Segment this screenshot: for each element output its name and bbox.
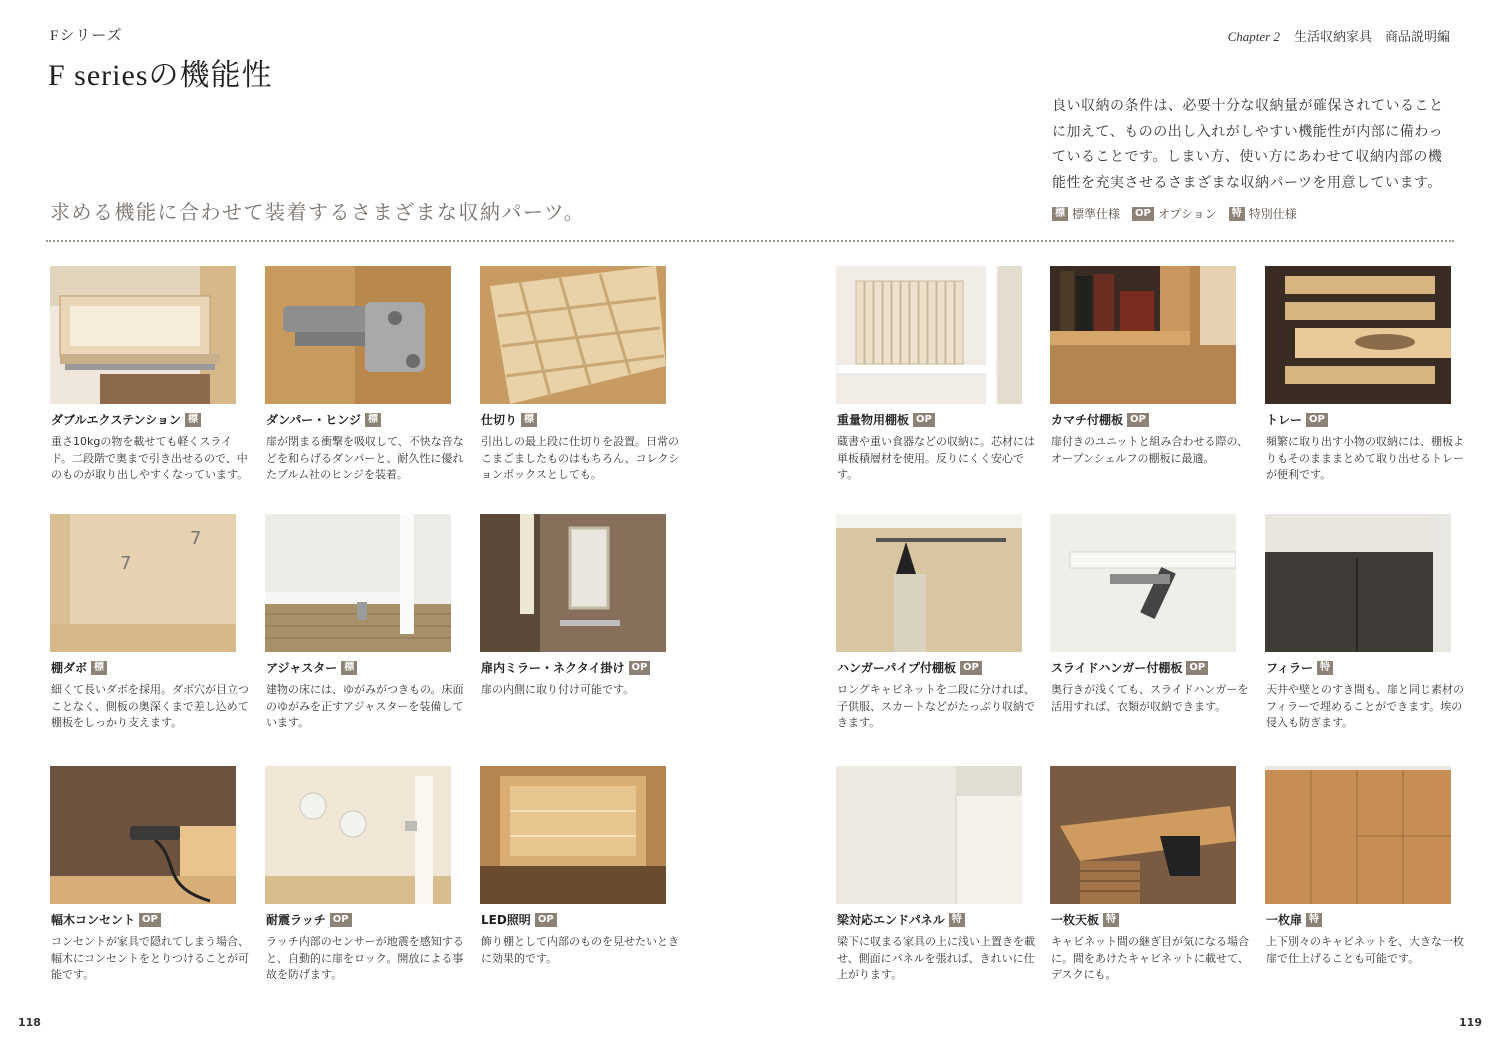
legend-label: 標準仕様 [1072,207,1121,221]
feature-description: 頻繁に取り出す小物の収納には、棚板よりもそのまままとめて取り出せるトレーが便利です。 [1266,435,1464,481]
feature-title-text: フィラー [1266,661,1314,675]
chapter-number: Chapter 2 [1227,29,1280,44]
feature-description: 天井や壁とのすき間も、扉と同じ素材のフィラーで埋めることができます。埃の侵入も防ぎます。 [1266,683,1464,729]
feature-title-text: カマチ付棚板 [1051,413,1124,427]
feature-description: 梁下に収まる家具の上に浅い上置きを載せ、側面にパネルを張れば、きれいに仕上がります。 [837,935,1035,981]
feature-title [51,911,161,928]
feature-photo [50,266,236,404]
feature-title-text: アジャスター [266,661,338,675]
spec-badge: OP [1127,413,1149,427]
feature-description: ラッチ内部のセンサーが地震を感知すると、自動的に扉をロック。開放による事故を防げます。 [266,935,464,981]
spec-badge: OP [1186,661,1208,675]
feature-description: 扉付きのユニットと組み合わせる際の、オープンシェルフの棚板に最適。 [1051,435,1249,465]
spec-badge: 特 [949,913,965,927]
feature-title-text: 棚ダボ [51,661,88,675]
intro-paragraph: 良い収納の条件は、必要十分な収納量が確保されていることに加えて、ものの出し入れがしやすい機能性が内部に備わっていることです。しまい方、使い方にあわせて収納内部の機能性を充実させるさまざまな収納パーツを用意しています。 [1052,99,1444,191]
spec-badge: 標 [91,661,107,675]
feature-title [1266,911,1322,928]
spec-badge: OP [960,661,982,675]
feature-photo [1265,266,1451,404]
feature-description: 飾り棚として内部のものを見せたいときに効果的です。 [481,935,679,965]
legend-standard [1052,205,1120,222]
spec-badge: 標 [521,413,537,427]
feature-photo [1050,266,1236,404]
feature-photo [1050,514,1236,652]
feature-description: 奥行きが浅くても、スライドハンガーを活用すれば、衣類が収納できます。 [1051,683,1249,713]
feature-description: キャビネット間の継ぎ目が気になる場合に。間をあけたキャビネットに載せて、デスクにも。 [1051,935,1249,981]
feature-title-text: スライドハンガー付棚板 [1051,661,1183,675]
spec-badge: 標 [185,413,201,427]
dotted-divider [46,240,1454,242]
feature-title [51,659,107,676]
feature-title [1051,911,1119,928]
feature-description: 重さ10kgの物を載せても軽くスライド。二段階で奥まで引き出せるので、中のものが取り出しやすくなっています。 [51,435,249,481]
feature-title-text: 一枚扉 [1266,913,1303,927]
feature-title [266,411,381,428]
feature-description: 上下別々のキャビネットを、大きな一枚扉で仕上げることも可能です。 [1266,935,1464,965]
spec-badge: OP [913,413,935,427]
feature-title [481,911,557,928]
spec-badge: OP [629,661,651,675]
feature-photo [836,766,1022,904]
chapter-header [1228,26,1450,45]
feature-title-text: 扉内ミラー・ネクタイ掛け [481,661,625,675]
feature-photo [50,514,236,652]
legend-badge: OP [1132,207,1154,221]
feature-photo [836,266,1022,404]
feature-photo [1265,766,1451,904]
feature-title-text: 梁対応エンドパネル [837,913,945,927]
feature-photo [265,766,451,904]
spec-badge: 特 [1306,913,1322,927]
feature-title [266,659,357,676]
svg-text:7: 7 [190,528,202,549]
feature-description: 扉の内側に取り付け可能です。 [481,683,635,696]
section-subheading: 求める機能に合わせて装着するさまざまな収納パーツ。 [50,202,586,224]
feature-title-text: 仕切り [481,413,518,427]
feature-photo [480,766,666,904]
legend-badge: 標 [1052,207,1068,221]
page-number-right: 119 [1459,1016,1482,1029]
legend-special [1229,205,1297,222]
feature-title-text: 重量物用棚板 [837,413,910,427]
legend-label: 特別仕様 [1248,207,1297,221]
feature-title [1051,659,1208,676]
spec-badge: OP [535,913,557,927]
series-label: Fシリーズ [50,28,123,44]
feature-title [837,659,982,676]
spec-badge: OP [1306,413,1328,427]
feature-title [837,411,935,428]
spec-badge: OP [330,913,352,927]
feature-description: 引出しの最上段に仕切りを設置。日常のこまごましたものはもちろん、コレクションボックスとしても。 [481,435,680,481]
feature-description: 蔵書や重い食器などの収納に。芯材には単板積層材を使用。反りにくく安心です。 [837,435,1035,481]
feature-title-text: トレー [1266,413,1303,427]
spec-legend [1052,205,1297,222]
feature-title-text: 耐震ラッチ [266,913,326,927]
page-title: F seriesの機能性 [48,59,273,92]
spec-badge: 特 [1317,661,1333,675]
feature-title-text: 幅木コンセント [51,913,136,927]
feature-photo [480,514,666,652]
feature-title [1266,659,1333,676]
feature-title [51,411,201,428]
feature-title [837,911,965,928]
feature-title [481,411,537,428]
feature-description: 細くて長いダボを採用。ダボ穴が目立つことなく、側板の奥深くまで差し込めて棚板をしっかり支えます。 [51,683,249,729]
spec-badge: 標 [341,661,357,675]
feature-title-text: ハンガーパイプ付棚板 [837,661,957,675]
svg-text:7: 7 [120,553,132,574]
feature-title [481,659,650,676]
feature-title-text: LED照明 [481,913,531,927]
legend-option [1132,205,1217,222]
feature-title [1051,411,1149,428]
feature-photo [50,766,236,904]
legend-label: オプション [1157,207,1217,221]
feature-photo [1050,766,1236,904]
feature-description: 建物の床には、ゆがみがつきもの。床面のゆがみを正すアジャスターを装備しています。 [266,683,464,729]
feature-title-text: 一枚天板 [1051,913,1100,927]
feature-title-text: ダンパー・ヒンジ [266,413,361,427]
feature-title [266,911,352,928]
feature-description: ロングキャビネットを二段に分ければ、子供服、スカートなどがたっぷり収納できます。 [837,683,1035,729]
feature-title-text: ダブルエクステンション [51,413,182,427]
feature-title [1266,411,1328,428]
feature-photo [836,514,1022,652]
feature-photo [1265,514,1451,652]
feature-description: コンセントが家具で隠れてしまう場合、幅木にコンセントをとりつけることが可能です。 [51,935,249,981]
legend-badge: 特 [1229,207,1245,221]
feature-photo [265,514,451,652]
feature-description: 扉が閉まる衝撃を吸収して、不快な音などを和らげるダンパーと、耐久性に優れたブルム社のヒンジを装着。 [266,435,464,481]
spec-badge: 標 [365,413,381,427]
feature-photo [480,266,666,404]
spec-badge: OP [139,913,161,927]
spec-badge: 特 [1103,913,1119,927]
page-number-left: 118 [18,1016,41,1029]
chapter-title: 生活収納家具 商品説明編 [1293,29,1450,44]
feature-photo [265,266,451,404]
